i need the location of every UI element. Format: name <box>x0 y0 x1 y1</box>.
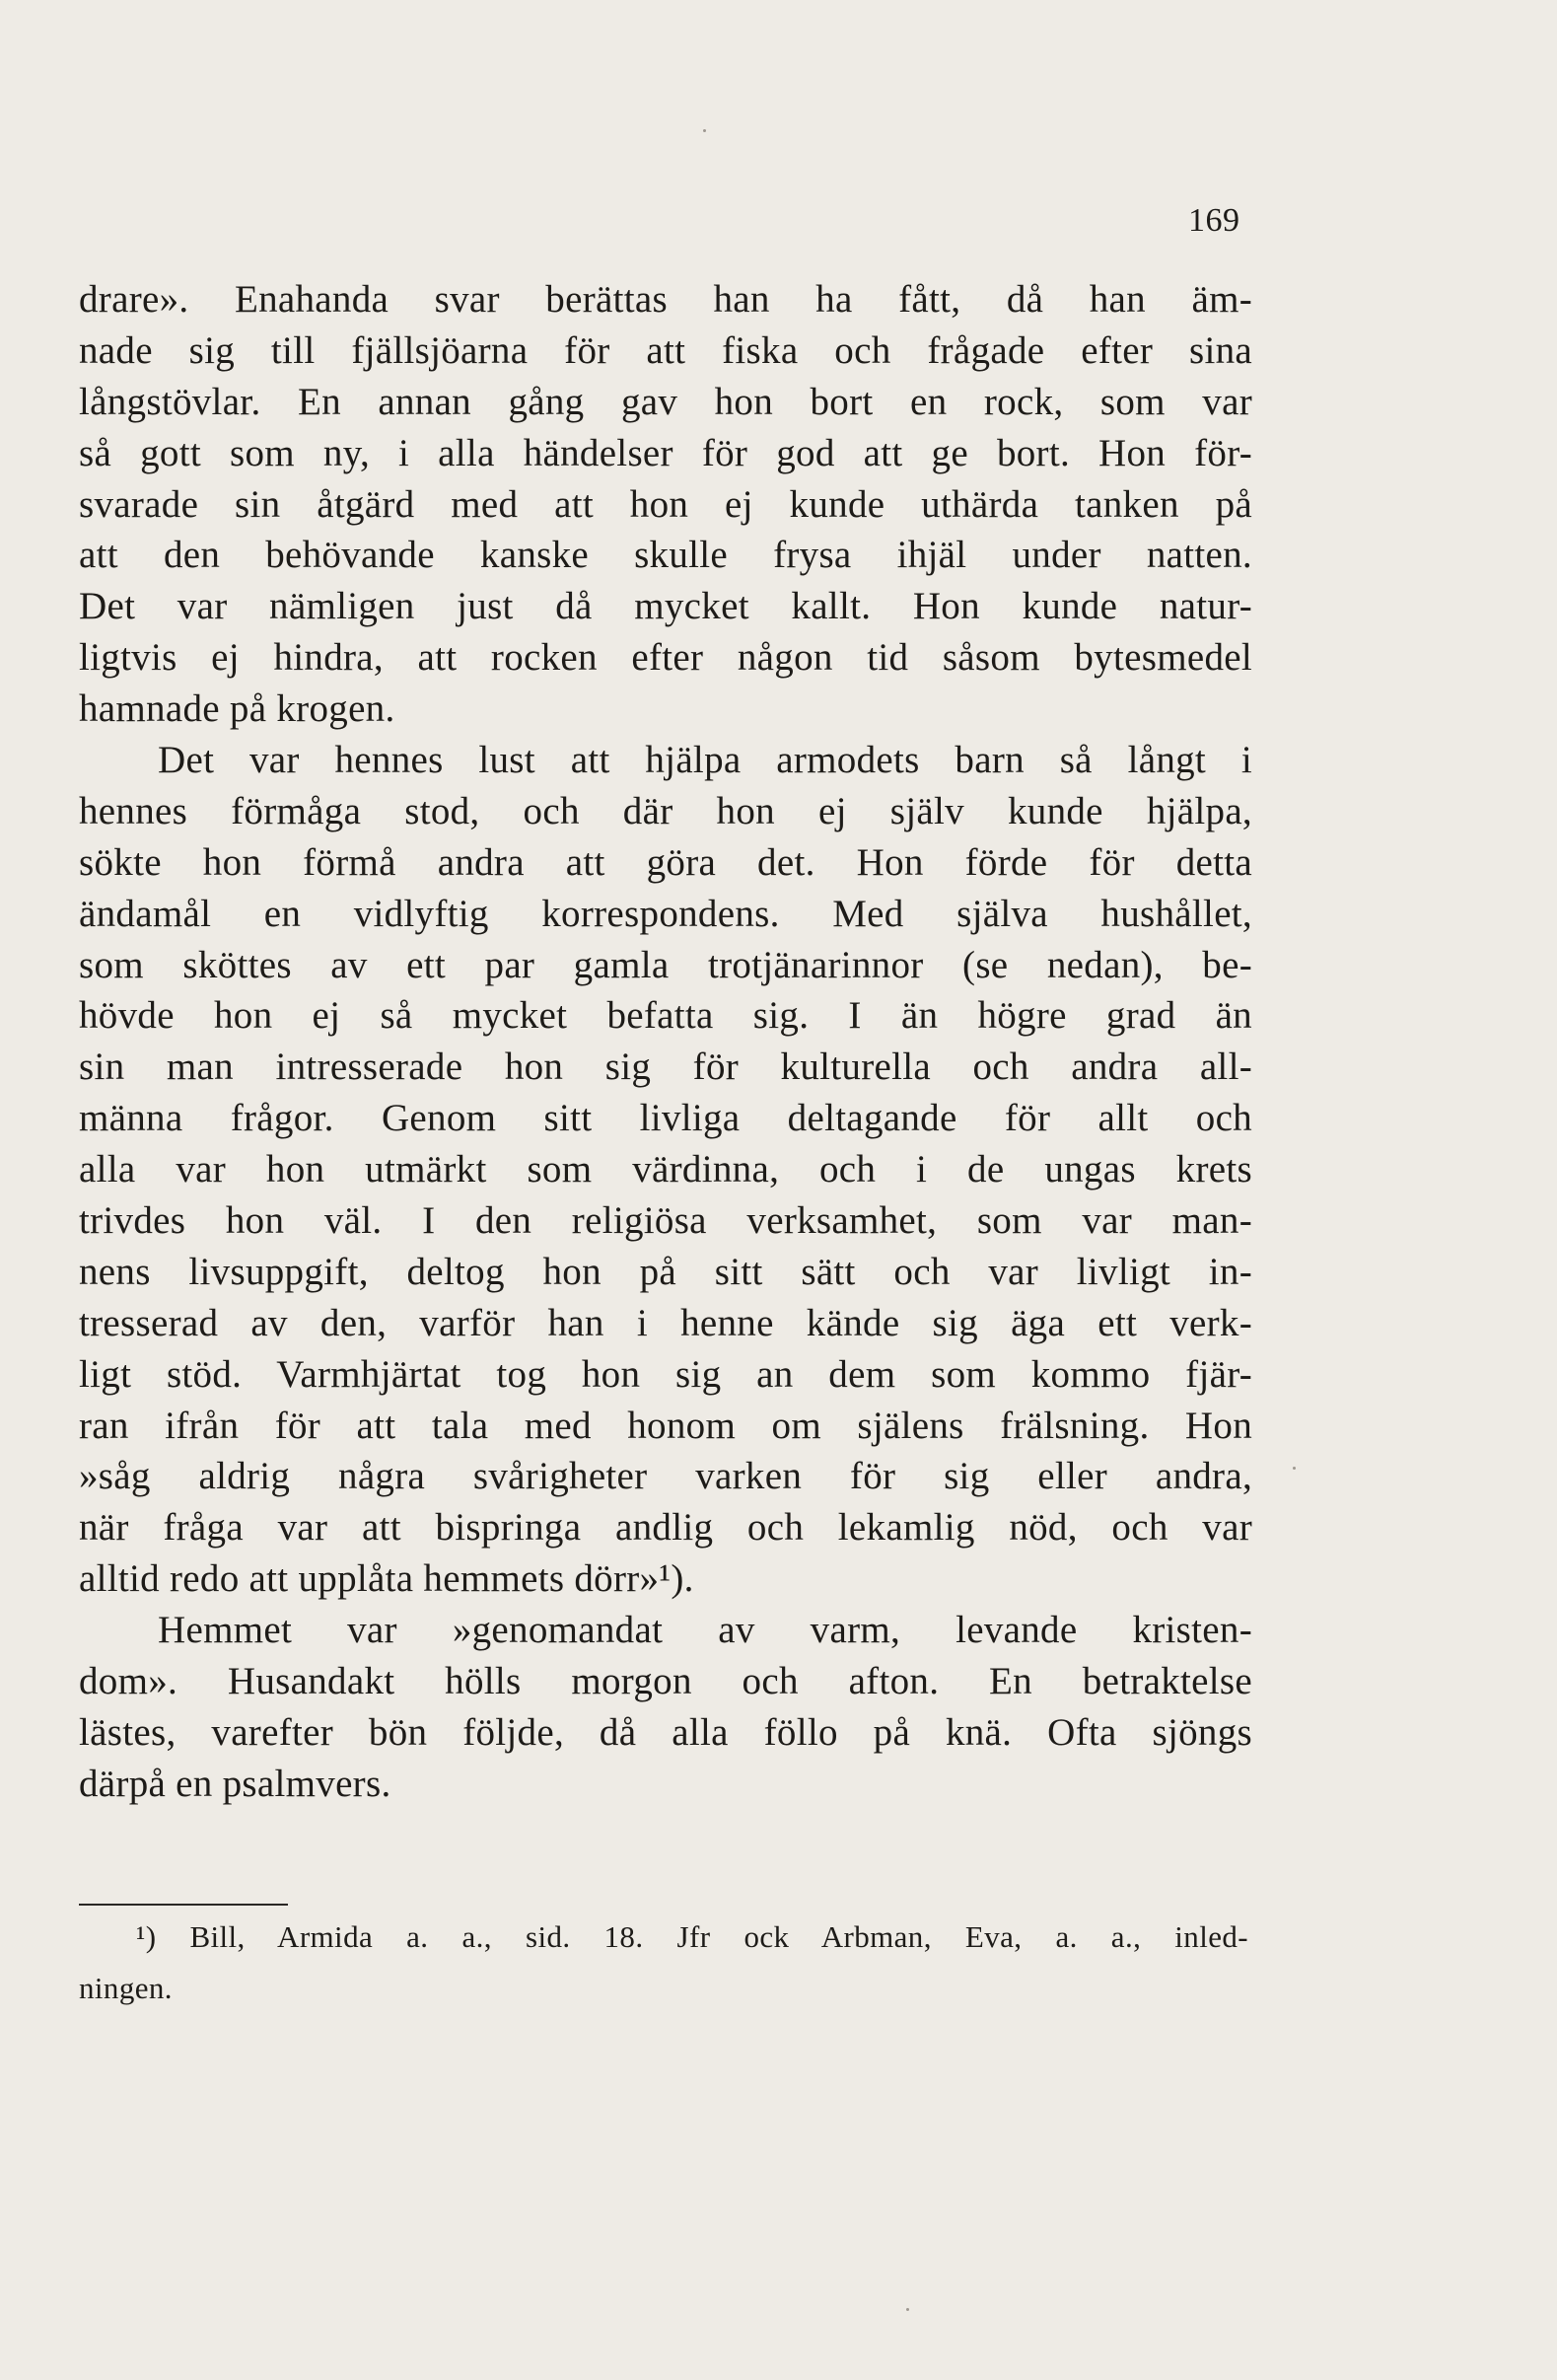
paper-speck <box>906 2308 909 2311</box>
footnote-line: ¹) Bill, Armida a. a., sid. 18. Jfr ock Arbman, Eva, a. a., inled- <box>136 1919 1248 1954</box>
text-line: männa frågor. Genom sitt livliga deltagande för allt och <box>79 1097 1252 1140</box>
text-line: hövde hon ej så mycket befatta sig. I än högre grad än <box>79 994 1252 1038</box>
text-line: sin man intresserade hon sig för kulturella och andra all- <box>79 1046 1252 1089</box>
text-line: Hemmet var »genomandat av varm, levande kristen- <box>158 1609 1252 1652</box>
text-line: Det var nämligen just då mycket kallt. Hon kunde natur- <box>79 585 1252 628</box>
page-number: 169 <box>1188 202 1240 239</box>
text-line: alltid redo att upplåta hemmets dörr»¹). <box>79 1557 694 1601</box>
text-line: hennes förmåga stod, och där hon ej själv kunde hjälpa, <box>79 789 1252 832</box>
text-line: därpå en psalmvers. <box>79 1762 391 1805</box>
text-line: att den behövande kanske skulle frysa ihjäl under natten. <box>79 534 1252 577</box>
text-line: lästes, varefter bön följde, då alla föllo på knä. Ofta sjöngs <box>79 1710 1252 1754</box>
paragraph <box>79 1605 1252 1810</box>
text-line: alla var hon utmärkt som värdinna, och i de ungas krets <box>79 1148 1252 1191</box>
text-line: hamnade på krogen. <box>79 687 395 731</box>
text-line: ändamål en vidlyftig korrespondens. Med själva hushållet, <box>79 892 1252 935</box>
text-line: som sköttes av ett par gamla trotjänarinnor (se nedan), be- <box>79 943 1252 986</box>
paragraph <box>79 274 1252 735</box>
text-line: ligt stöd. Varmhjärtat tog hon sig an dem som kommo fjär- <box>79 1352 1252 1396</box>
text-line: »såg aldrig några svårigheter varken för sig eller andra, <box>79 1455 1252 1498</box>
text-line: tresserad av den, varför han i henne kände sig äga ett verk- <box>79 1301 1252 1344</box>
text-line: Det var hennes lust att hjälpa armodets barn så långt i <box>158 739 1252 782</box>
text-line: sökte hon förmå andra att göra det. Hon förde för detta <box>79 840 1252 884</box>
text-line: så gott som ny, i alla händelser för god att ge bort. Hon för- <box>79 431 1252 474</box>
text-line: nens livsuppgift, deltog hon på sitt sätt och var livligt in- <box>79 1250 1252 1293</box>
text-line: ran ifrån för att tala med honom om själens frälsning. Hon <box>79 1404 1252 1447</box>
paper-speck <box>703 129 706 132</box>
text-line: långstövlar. En annan gång gav hon bort en rock, som var <box>79 380 1252 423</box>
footnote <box>79 1911 1248 2014</box>
footnote-line: ningen. <box>79 1971 173 2005</box>
body-text <box>79 274 1252 1810</box>
text-line: svarade sin åtgärd med att hon ej kunde uthärda tanken på <box>79 482 1252 526</box>
footnote-divider <box>79 1904 288 1906</box>
text-line: dom». Husandakt hölls morgon och afton. En betraktelse <box>79 1660 1252 1703</box>
text-line: ligtvis ej hindra, att rocken efter någon tid såsom bytesmedel <box>79 636 1252 680</box>
text-line: nade sig till fjällsjöarna för att fiska och frågade efter sina <box>79 328 1252 372</box>
paragraph <box>79 735 1252 1605</box>
text-line: trivdes hon väl. I den religiösa verksamhet, som var man- <box>79 1199 1252 1243</box>
text-line: drare». Enahanda svar berättas han ha fått, då han äm- <box>79 278 1252 321</box>
text-line: när fråga var att bispringa andlig och lekamlig nöd, och var <box>79 1506 1252 1550</box>
paper-speck <box>1293 1467 1296 1470</box>
